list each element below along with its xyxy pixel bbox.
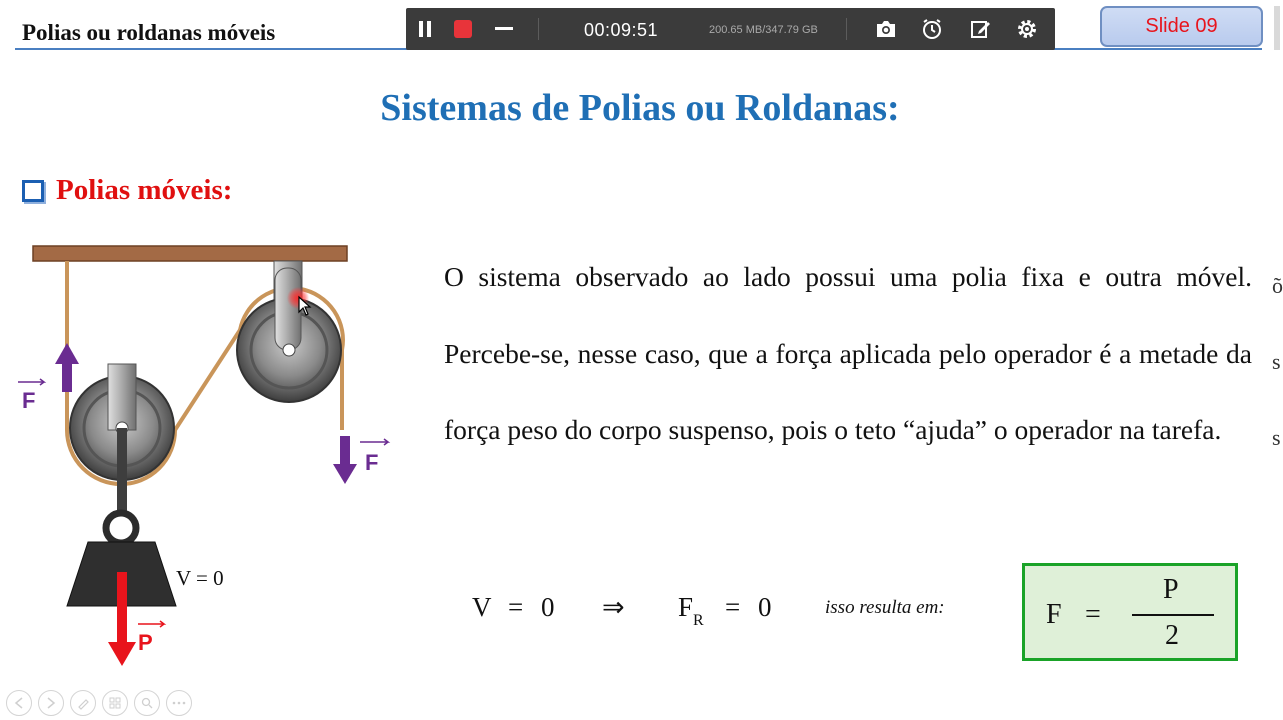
header-title: Polias ou roldanas móveis — [22, 20, 276, 45]
result-formula-box — [1022, 563, 1238, 661]
equation-v: V — [472, 592, 492, 622]
more-dots-icon — [172, 701, 186, 705]
next-arrow-icon — [46, 697, 56, 709]
pulley-diagram — [0, 230, 400, 670]
annotate-button[interactable] — [969, 18, 993, 40]
equation-equals: = — [508, 592, 524, 622]
explanation-paragraph: O sistema observado ao lado possui uma polia fixa e outra móvel. Percebe-se, nesse caso, que a força aplicada pelo operador é a metade da força peso do corpo suspenso, pois o teto “ajuda” o operador na tarefa. — [444, 261, 1252, 445]
slideshow-controls — [6, 690, 192, 716]
formula-denominator: 2 — [1165, 620, 1179, 651]
section-heading — [22, 174, 232, 207]
weight-arrow — [108, 642, 136, 666]
stop-button[interactable] — [452, 18, 474, 40]
formula-equals: = — [1085, 599, 1101, 630]
force-arrow-down — [333, 464, 357, 484]
toolbar-separator — [846, 18, 847, 40]
clipped-char: õ — [1272, 273, 1283, 298]
ceiling-beam — [33, 246, 347, 261]
more-options-button[interactable] — [166, 690, 192, 716]
force-label-left: F — [22, 388, 36, 413]
next-slide-button[interactable] — [38, 690, 64, 716]
clipped-char: s — [1272, 349, 1281, 374]
previous-arrow-icon — [14, 697, 24, 709]
slide-title: Sistemas de Polias ou Roldanas: — [380, 87, 900, 129]
clipped-text-edge — [1272, 248, 1283, 476]
recorder-toolbar — [406, 8, 1055, 50]
previous-slide-button[interactable] — [6, 690, 32, 716]
annotate-icon — [970, 18, 992, 40]
recording-timer: 00:09:51 — [584, 20, 659, 40]
magnifier-icon — [141, 697, 153, 709]
equation-zero: 0 — [758, 592, 772, 622]
equation-fr: F — [678, 592, 694, 622]
schedule-button[interactable] — [920, 18, 944, 40]
equation-fr-subscript: R — [693, 612, 704, 629]
weight-label: P — [138, 630, 153, 655]
force-label-right: F — [365, 450, 379, 475]
section-title: Polias móveis: — [56, 174, 233, 206]
settings-button[interactable] — [1015, 18, 1039, 40]
window-edge — [1274, 6, 1280, 50]
equation-note: isso resulta em: — [825, 597, 945, 618]
implies-symbol: ⇒ — [602, 592, 625, 622]
fraction-bar — [1132, 614, 1214, 616]
equation-zero: 0 — [541, 592, 555, 622]
slide-number-badge: Slide 09 — [1100, 6, 1263, 47]
pause-button[interactable] — [414, 18, 436, 40]
formula-numerator: P — [1163, 574, 1179, 605]
storage-indicator: 200.65 MB/347.79 GB — [709, 24, 818, 36]
pen-tool-button[interactable] — [70, 690, 96, 716]
pen-icon — [77, 697, 89, 709]
force-arrow-up — [55, 343, 79, 364]
camera-icon — [875, 20, 897, 38]
screenshot-button[interactable] — [874, 18, 898, 40]
hook-ring — [106, 513, 136, 543]
grid-icon — [109, 697, 121, 709]
minimize-button[interactable] — [493, 18, 515, 40]
velocity-label: V = 0 — [176, 566, 224, 590]
clipped-char: s — [1272, 425, 1281, 450]
mouse-cursor-icon — [298, 296, 312, 316]
stop-icon — [454, 20, 472, 38]
toolbar-separator — [538, 18, 539, 40]
see-all-slides-button[interactable] — [102, 690, 128, 716]
settings-icon — [1016, 18, 1038, 40]
formula-lhs: F — [1046, 599, 1062, 630]
zoom-button[interactable] — [134, 690, 160, 716]
equation-equals: = — [725, 592, 741, 622]
checkbox-bullet-icon — [22, 180, 44, 202]
pause-icon — [418, 21, 432, 37]
minimize-icon — [495, 27, 513, 31]
timer-icon — [921, 18, 943, 40]
